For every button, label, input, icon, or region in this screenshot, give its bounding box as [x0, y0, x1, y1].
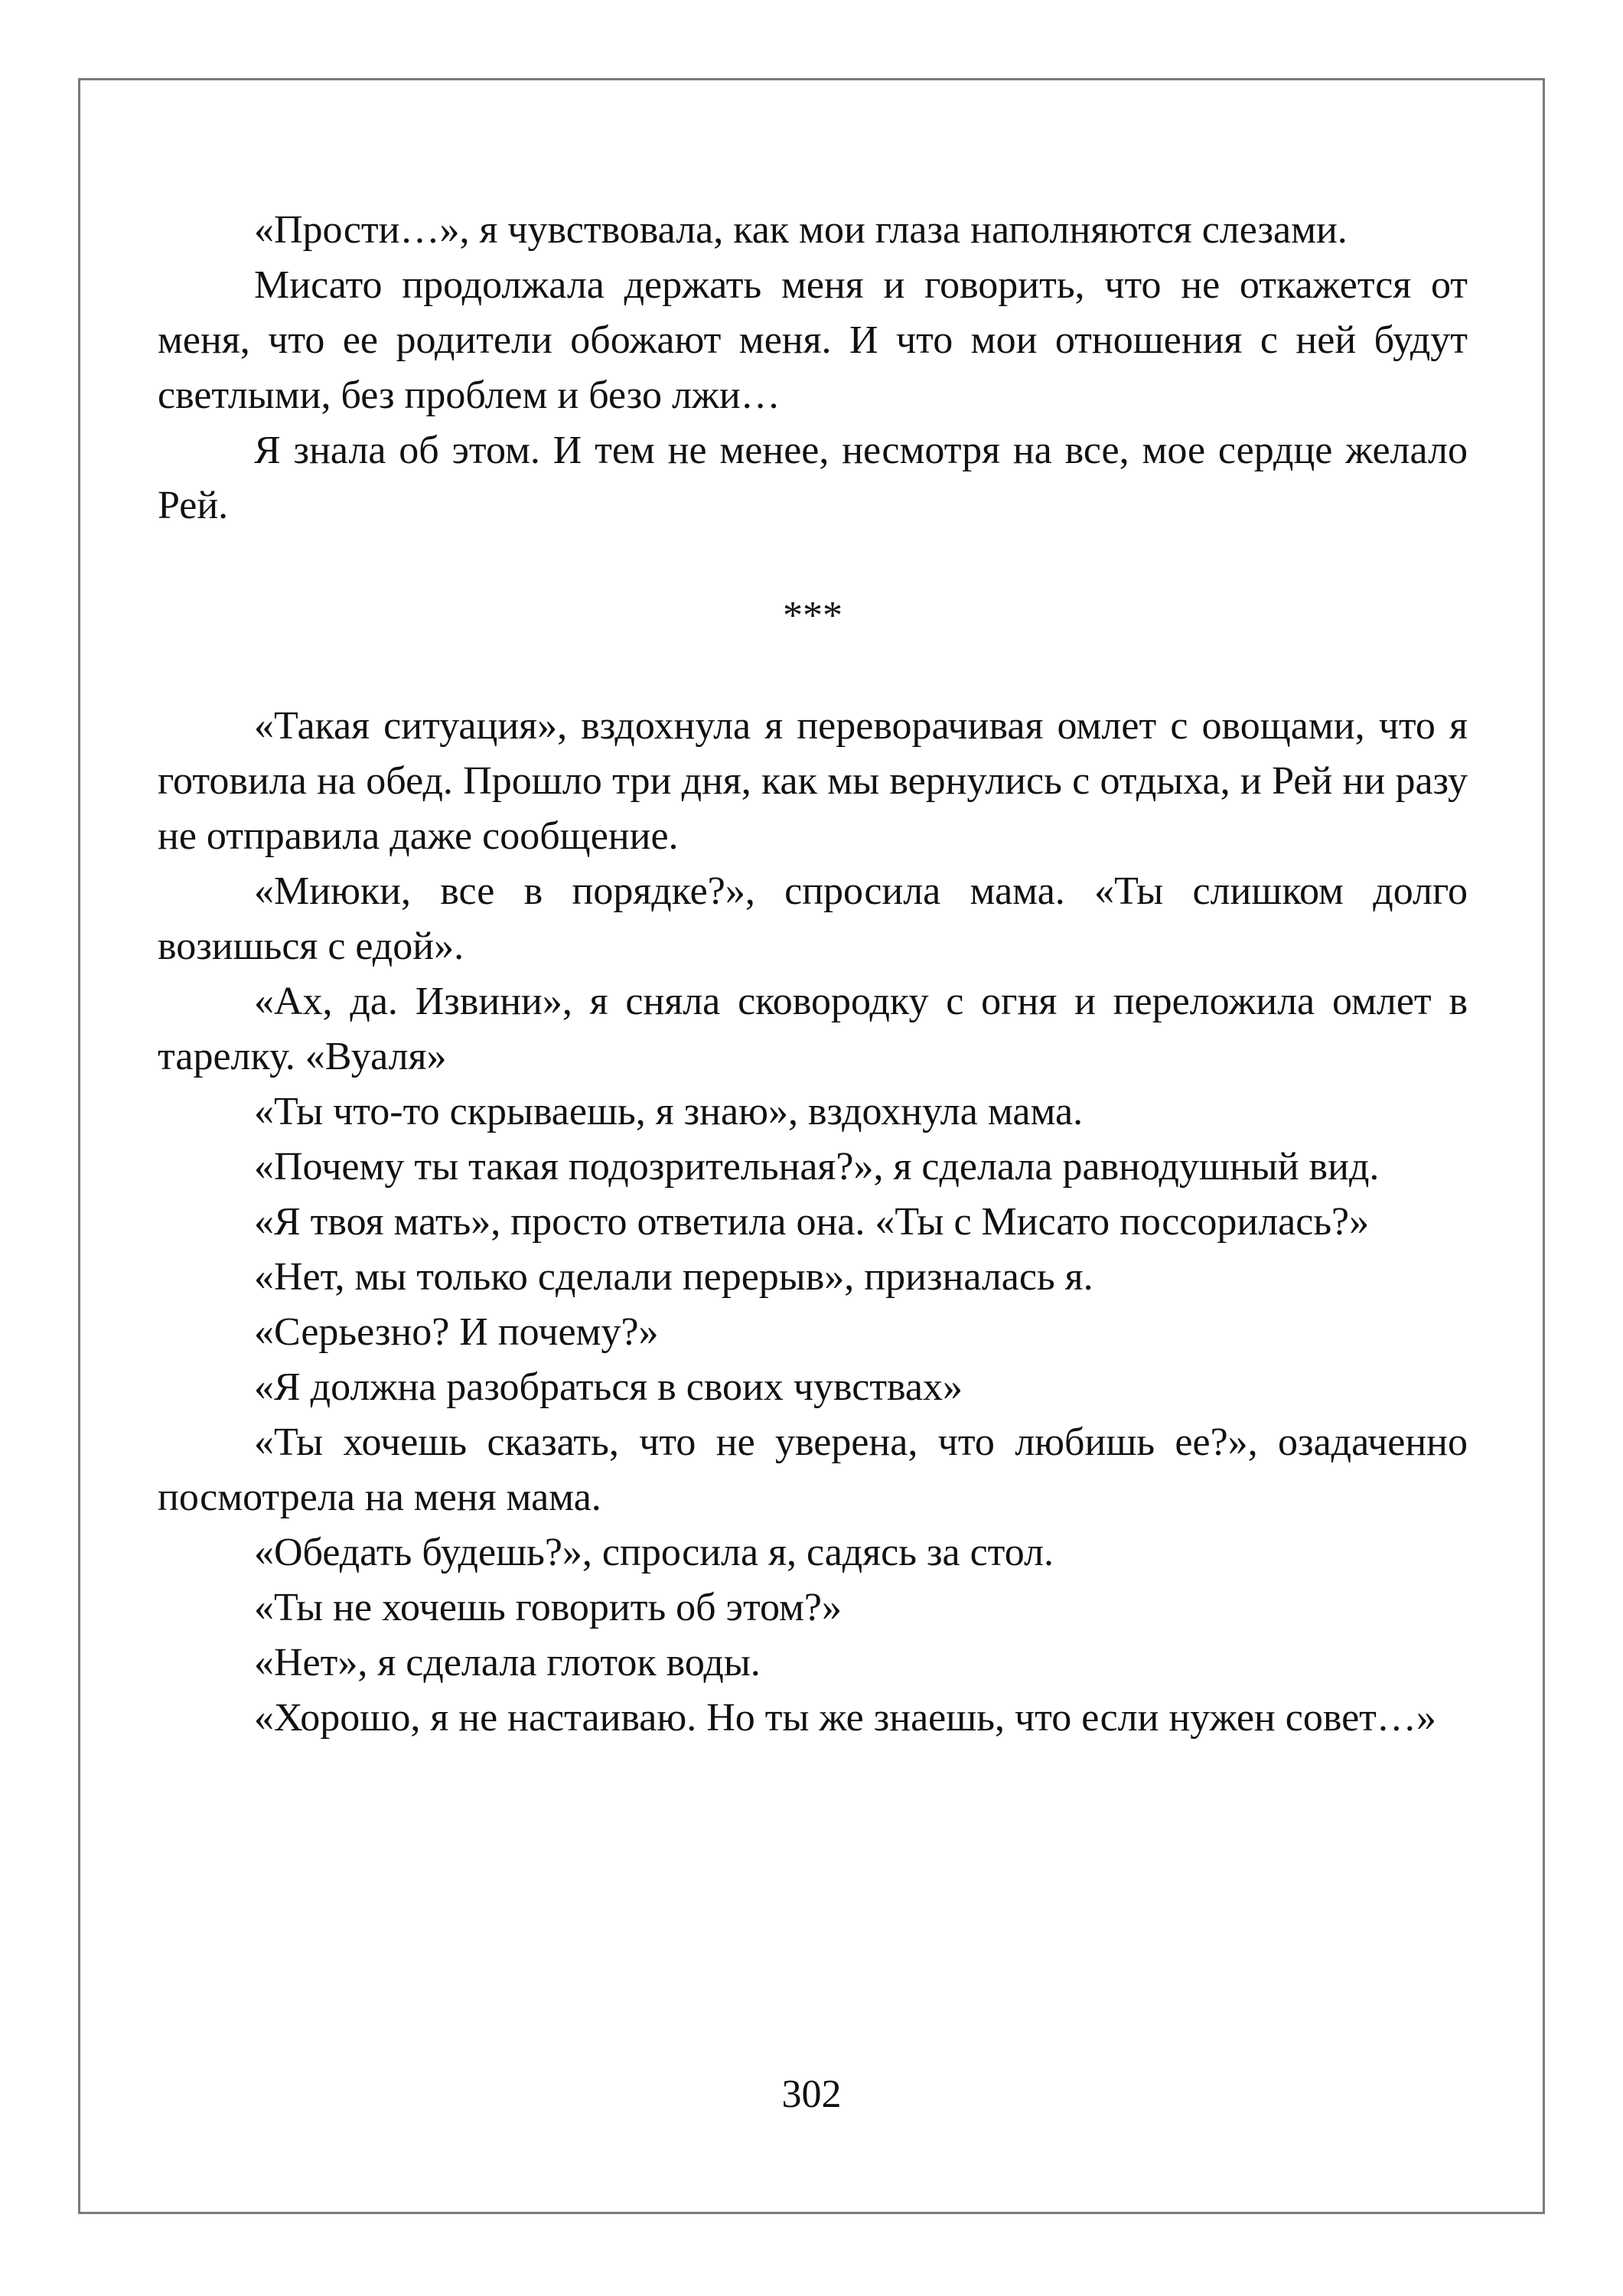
paragraph: «Нет», я сделала глоток воды.: [254, 1641, 761, 1684]
page-body: [158, 203, 1468, 1746]
paragraph: «Ах, да. Извини», я сняла сковородку с огня и переложила омлет в тарелку. «Вуаля»: [158, 980, 1468, 1078]
paragraph: «Я твоя мать», просто ответила она. «Ты с Мисато поссорилась?»: [254, 1200, 1370, 1244]
paragraph: «Серьезно? И почему?»: [254, 1310, 659, 1354]
paragraph: «Ты не хочешь говорить об этом?»: [254, 1586, 842, 1629]
paragraph: «Хорошо, я не настаиваю. Но ты же знаешь, что если нужен совет…»: [254, 1696, 1436, 1740]
paragraph: «Такая ситуация», вздохнула я переворачивая омлет с овощами, что я готовила на обед. Прошло три дня, как мы вернулись с отдыха, и Рей ни разу не отправила даже сообщение.: [158, 704, 1468, 858]
paragraph: «Я должна разобраться в своих чувствах»: [254, 1365, 963, 1409]
paragraph: «Обедать будешь?», спросила я, садясь за стол.: [254, 1531, 1054, 1574]
page-number: 302: [781, 2073, 842, 2116]
paragraph: «Прости…», я чувствовала, как мои глаза наполняются слезами.: [254, 208, 1348, 252]
paragraph: «Почему ты такая подозрительная?», я сделала равнодушный вид.: [254, 1145, 1380, 1189]
paragraph: «Ты хочешь сказать, что не уверена, что любишь ее?», озадаченно посмотрела на меня мама.: [158, 1420, 1468, 1519]
section-separator: ***: [783, 594, 842, 638]
paragraph: Мисато продолжала держать меня и говорить, что не откажется от меня, что ее родители обожают меня. И что мои отношения с ней будут светлыми, без проблем и безо лжи…: [158, 263, 1468, 417]
paragraph: «Ты что-то скрываешь, я знаю», вздохнула мама.: [254, 1090, 1084, 1133]
paragraph: «Нет, мы только сделали перерыв», призналась я.: [254, 1255, 1093, 1299]
paragraph: «Миюки, все в порядке?», спросила мама. «Ты слишком долго возишься с едой».: [158, 869, 1468, 968]
paragraph: Я знала об этом. И тем не менее, несмотря на все, мое сердце желало Рей.: [158, 429, 1468, 527]
